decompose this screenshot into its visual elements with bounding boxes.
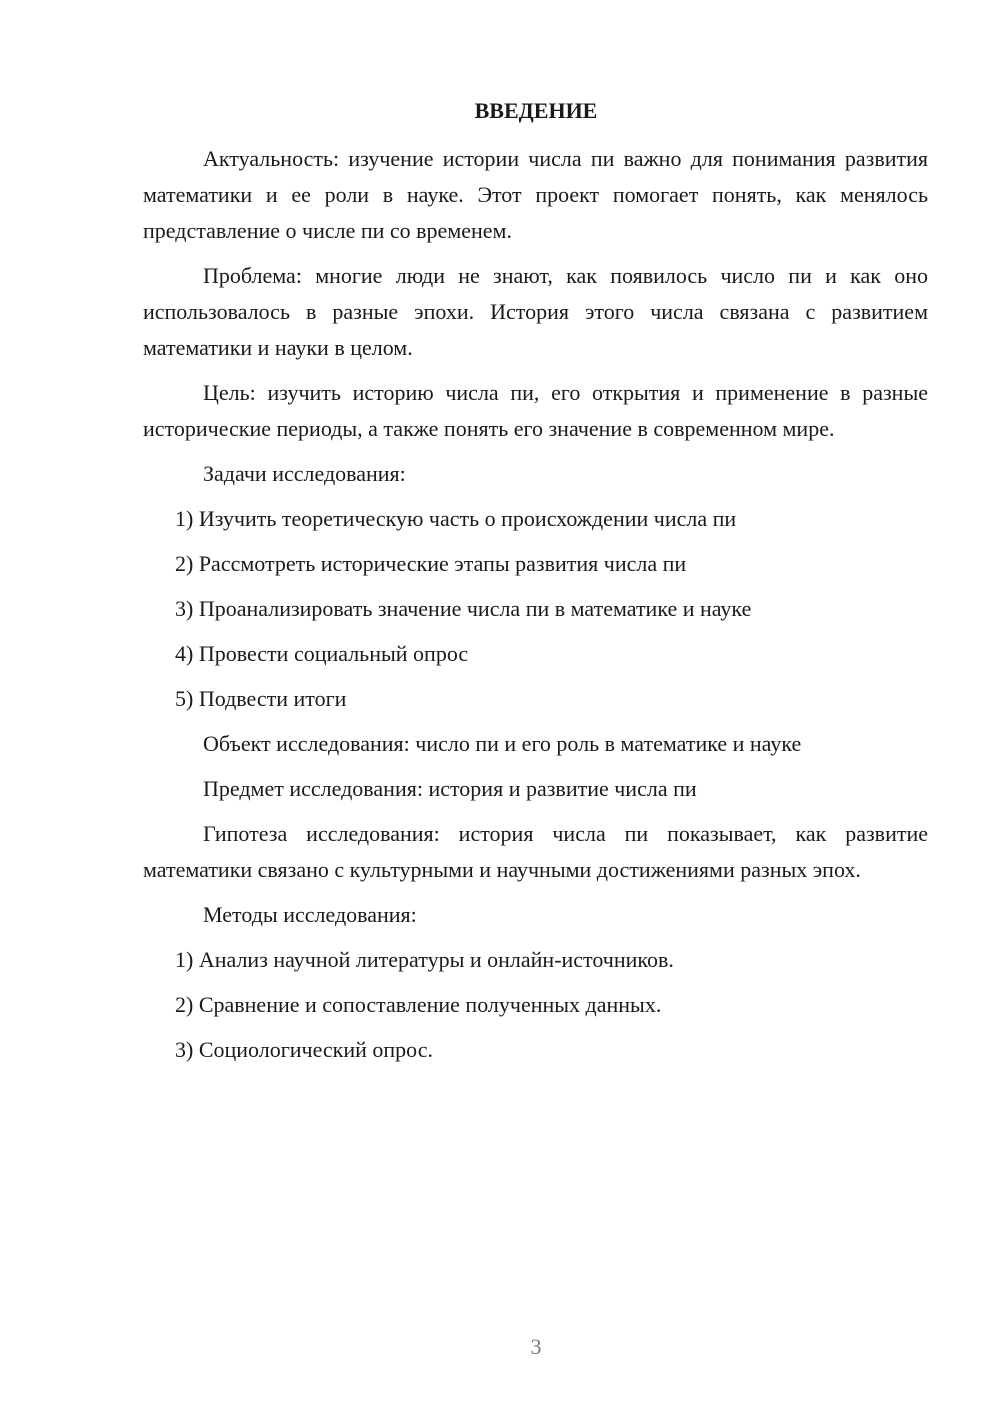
tasks-list <box>143 501 928 717</box>
list-item: 2) Сравнение и сопоставление полученных данных. <box>175 992 662 1017</box>
methods-heading: Методы исследования: <box>203 902 417 927</box>
page-number: 3 <box>530 1334 542 1359</box>
list-item: 3) Социологический опрос. <box>175 1037 433 1062</box>
hypothesis-paragraph: Гипотеза исследования: история числа пи показывает, как развитие математики связано с культурными и научными достижениями разных эпох. <box>143 821 928 882</box>
section-title: ВВЕДЕНИЕ <box>474 98 598 123</box>
list-item: 2) Рассмотреть исторические этапы развития числа пи <box>175 551 687 576</box>
relevance-paragraph: Актуальность: изучение истории числа пи важно для понимания развития математики и ее роли в науке. Этот проект помогает понять, как менялось представление о числе пи со временем. <box>143 146 928 243</box>
goal-paragraph: Цель: изучить историю числа пи, его открытия и применение в разные исторические периоды, а также понять его значение в современном мире. <box>143 380 928 441</box>
subject-line: Предмет исследования: история и развитие числа пи <box>203 776 697 801</box>
list-item: 1) Изучить теоретическую часть о происхождении числа пи <box>175 506 737 531</box>
list-item: 1) Анализ научной литературы и онлайн-источников. <box>175 947 674 972</box>
object-line: Объект исследования: число пи и его роль в математике и науке <box>203 731 802 756</box>
tasks-heading: Задачи исследования: <box>203 461 406 486</box>
document-body <box>143 141 928 1077</box>
list-item: 3) Проанализировать значение числа пи в математике и науке <box>175 596 752 621</box>
methods-list <box>143 942 928 1068</box>
list-item: 4) Провести социальный опрос <box>175 641 469 666</box>
list-item: 5) Подвести итоги <box>175 686 347 711</box>
problem-paragraph: Проблема: многие люди не знают, как появилось число пи и как оно использовалось в разные эпохи. История этого числа связана с развитием математики и науки в целом. <box>143 263 928 360</box>
